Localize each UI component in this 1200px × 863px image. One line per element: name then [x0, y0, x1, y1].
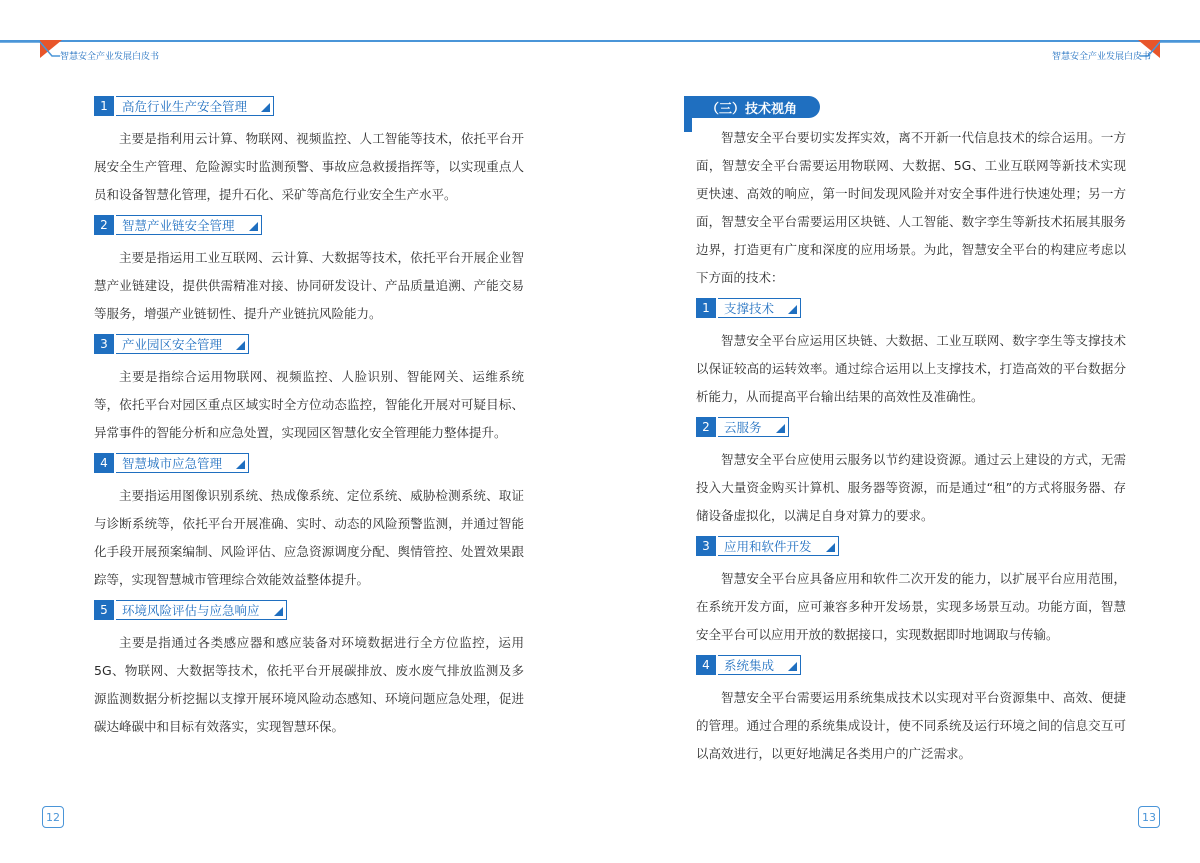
header-title-right: 智慧安全产业发展白皮书 — [1052, 52, 1152, 62]
section-title: 云服务 — [718, 417, 789, 437]
section-title: 环境风险评估与应急响应 — [116, 600, 287, 620]
section-number: 5 — [94, 600, 114, 620]
section-high-risk — [94, 96, 524, 209]
section-support-tech — [696, 298, 1126, 411]
section-industrial-park — [94, 334, 524, 447]
section-title: 智慧产业链安全管理 — [116, 215, 262, 235]
header-title-left: 智慧安全产业发展白皮书 — [60, 52, 160, 62]
section-heading — [94, 215, 524, 235]
section-integration — [696, 655, 1126, 768]
section-body: 主要是指通过各类感应器和感应装备对环境数据进行全方位监控，运用5G、物联网、大数据等技术，依托平台开展碳排放、废水废气排放监测及多源监测数据分析挖掘以支撑开展环境风险动态感知、环境问题应急处理，促进碳达峰碳中和目标有效落实，实现智慧环保。 — [94, 635, 524, 734]
section-body: 主要指运用图像识别系统、热成像系统、定位系统、威胁检测系统、取证与诊断系统等，依托平台开展准确、实时、动态的风险预警监测，并通过智能化手段开展预案编制、风险评估、应急资源调度分配、舆情管控、处置效果跟踪等，实现智慧城市管理综合效能效益整体提升。 — [94, 488, 524, 587]
section-heading — [696, 298, 1126, 318]
section-number: 1 — [94, 96, 114, 116]
chapter-intro: 智慧安全平台要切实发挥实效，离不开新一代信息技术的综合运用。一方面，智慧安全平台需要运用物联网、大数据、5G、工业互联网等新技术实现更快速、高效的响应，第一时间发现风险并对安全事件进行快速处理；另一方面，智慧安全平台需要运用区块链、人工智能、数字孪生等新技术拓展其服务边界，打造更有广度和深度的应用场景。为此，智慧安全平台的构建应考虑以下方面的技术： — [696, 130, 1126, 285]
section-title: 智慧城市应急管理 — [116, 453, 249, 473]
section-environment — [94, 600, 524, 741]
right-page — [696, 96, 1126, 774]
section-heading — [94, 453, 524, 473]
section-body: 智慧安全平台需要运用系统集成技术以实现对平台资源集中、高效、便捷的管理。通过合理的系统集成设计，使不同系统及运行环境之间的信息交互可以高效进行，以更好地满足各类用户的广泛需求。 — [696, 690, 1126, 761]
section-number: 3 — [696, 536, 716, 556]
section-title: 产业园区安全管理 — [116, 334, 249, 354]
page-number-right: 13 — [1138, 806, 1160, 828]
section-heading — [94, 334, 524, 354]
section-body: 主要是指综合运用物联网、视频监控、人脸识别、智能网关、运维系统等，依托平台对园区重点区域实时全方位动态监控，智能化开展对可疑目标、异常事件的智能分析和应急处置，实现园区智慧化安全管理能力整体提升。 — [94, 369, 524, 440]
section-heading — [696, 655, 1126, 675]
section-number: 4 — [94, 453, 114, 473]
chapter-heading-label: （三）技术视角 — [684, 96, 820, 118]
chapter-heading — [684, 96, 1126, 122]
section-smart-city — [94, 453, 524, 594]
header-bracket-left — [0, 40, 60, 64]
section-body: 智慧安全平台应运用区块链、大数据、工业互联网、数字孪生等支撑技术以保证较高的运转效率。通过综合运用以上支撑技术，打造高效的平台数据分析能力，从而提高平台输出结果的高效性及准确性。 — [696, 333, 1126, 404]
section-title: 系统集成 — [718, 655, 801, 675]
section-body: 主要是指利用云计算、物联网、视频监控、人工智能等技术，依托平台开展安全生产管理、危险源实时监测预警、事故应急救援指挥等，以实现重点人员和设备智慧化管理，提升石化、采矿等高危行业安全生产水平。 — [94, 131, 524, 202]
section-cloud — [696, 417, 1126, 530]
section-body: 智慧安全平台应具备应用和软件二次开发的能力，以扩展平台应用范围，在系统开发方面，应可兼容多种开发场景，实现多场景互动。功能方面，智慧安全平台可以应用开放的数据接口，实现数据即时地调取与传输。 — [696, 571, 1126, 642]
section-body: 智慧安全平台应使用云服务以节约建设资源。通过云上建设的方式，无需投入大量资金购买计算机、服务器等资源，而是通过“租”的方式将服务器、存储设备虚拟化，以满足自身对算力的要求。 — [696, 452, 1126, 523]
header-rule-right — [600, 40, 1200, 42]
section-title: 支撑技术 — [718, 298, 801, 318]
section-number: 2 — [94, 215, 114, 235]
header-rule-left — [0, 40, 600, 42]
page-number-left: 12 — [42, 806, 64, 828]
section-body: 主要是指运用工业互联网、云计算、大数据等技术，依托平台开展企业智慧产业链建设，提供供需精准对接、协同研发设计、产品质量追溯、产能交易等服务，增强产业链韧性、提升产业链抗风险能力。 — [94, 250, 524, 321]
section-number: 3 — [94, 334, 114, 354]
section-number: 4 — [696, 655, 716, 675]
section-number: 2 — [696, 417, 716, 437]
section-heading — [696, 536, 1126, 556]
section-number: 1 — [696, 298, 716, 318]
section-software — [696, 536, 1126, 649]
section-heading — [94, 96, 524, 116]
section-title: 高危行业生产安全管理 — [116, 96, 274, 116]
section-heading — [94, 600, 524, 620]
section-heading — [696, 417, 1126, 437]
section-industry-chain — [94, 215, 524, 328]
left-page — [94, 96, 524, 747]
section-title: 应用和软件开发 — [718, 536, 839, 556]
